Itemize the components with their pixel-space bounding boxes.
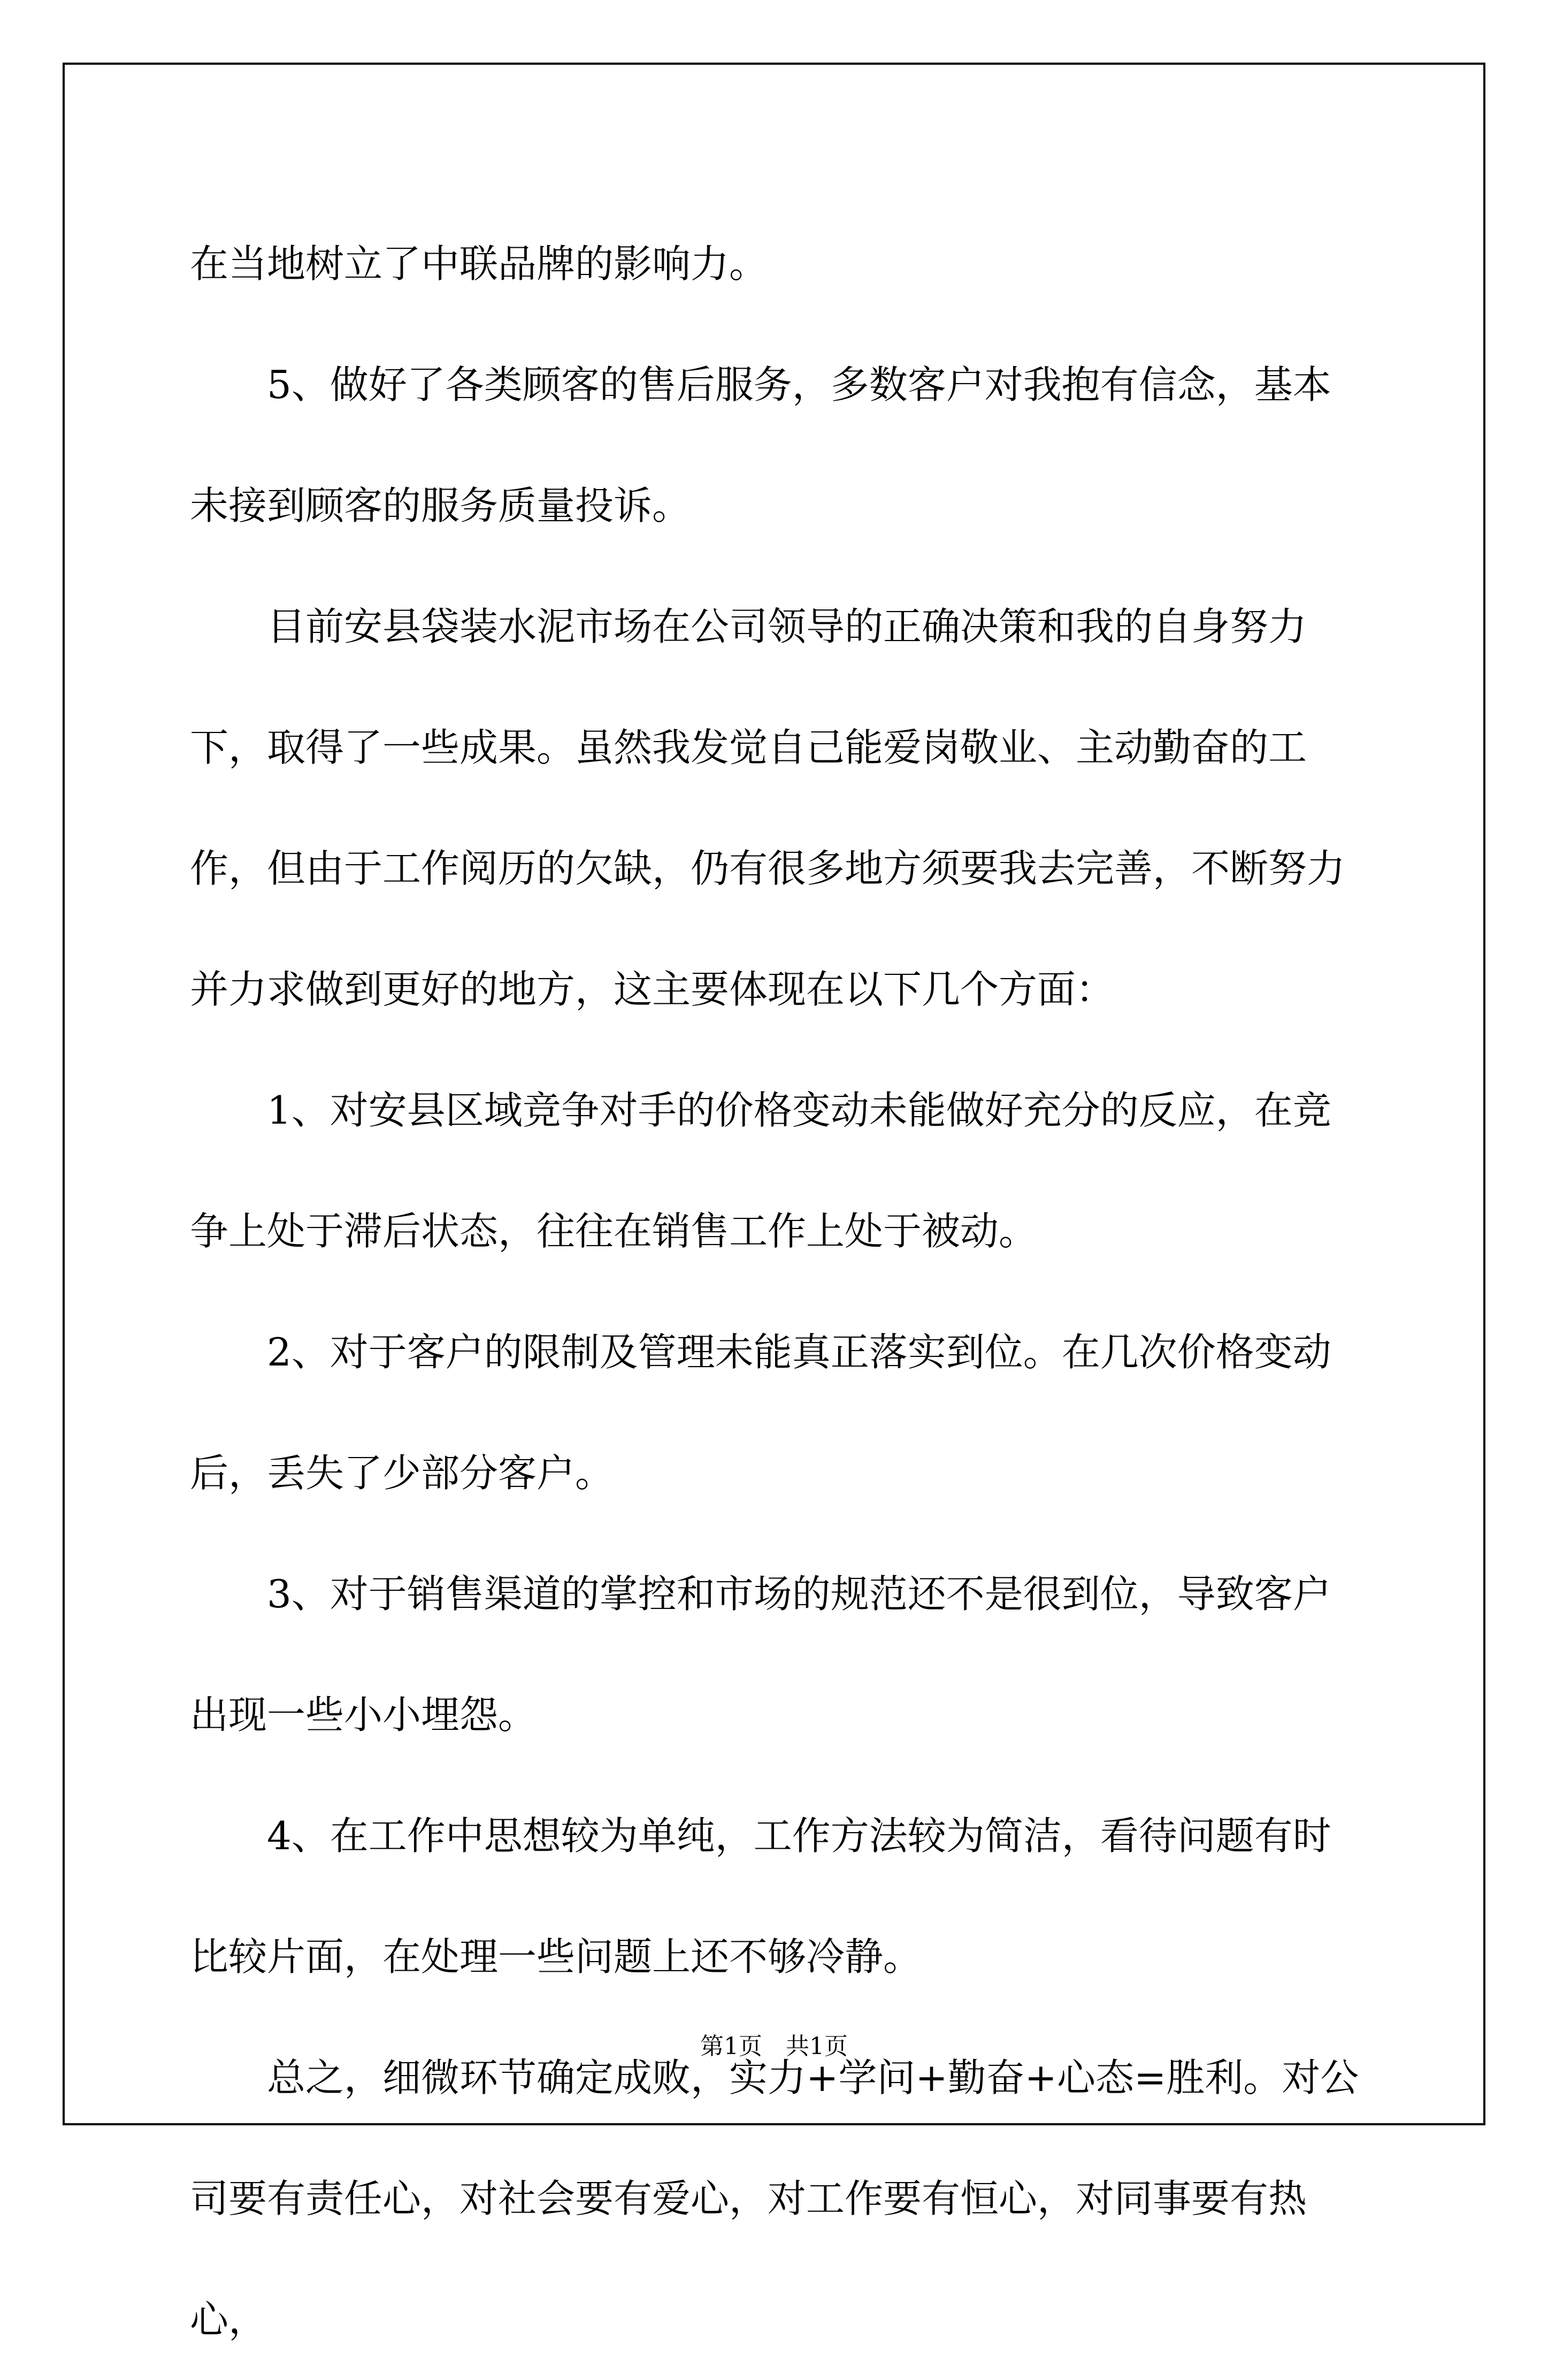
paragraph-item-5: 5、做好了各类顾客的售后服务，多数客户对我抱有信念，基本未接到顾客的服务质量投诉。 bbox=[190, 362, 1331, 528]
page-footer: 第1页 共1页 bbox=[700, 2033, 848, 2060]
paragraph-issue-1: 1、对安县区域竞争对手的价格变动未能做好充分的反应，在竞争上处于滞后状态，往往在销售工作上处于被动。 bbox=[190, 1088, 1331, 1254]
paragraph-issue-4: 4、在工作中思想较为单纯，工作方法较为简洁，看待问题有时比较片面，在处理一些问题上还不够冷静。 bbox=[190, 1813, 1331, 1979]
paragraph-issue-2: 2、对于客户的限制及管理未能真正落实到位。在几次价格变动后，丢失了少部分客户。 bbox=[190, 1330, 1331, 1496]
paragraph-continuation: 在当地树立了中联品牌的影响力。 bbox=[190, 241, 768, 286]
paragraph-summary: 目前安县袋装水泥市场在公司领导的正确决策和我的自身努力下，取得了一些成果。虽然我发觉自己能爱岗敬业、主动勤奋的工作，但由于工作阅历的欠缺，仍有很多地方须要我去完善，不断努力并力求做到更好的地方，这主要体现在以下几个方面： bbox=[190, 604, 1346, 1012]
paragraph-conclusion: 总之，细微环节确定成败，实力+学问+勤奋+心态=胜利。对公司要有责任心，对社会要有爱心，对工作要有恒心，对同事要有热心， bbox=[190, 2055, 1359, 2342]
paragraph-issue-3: 3、对于销售渠道的掌控和市场的规范还不是很到位，导致客户出现一些小小埋怨。 bbox=[190, 1572, 1331, 1737]
